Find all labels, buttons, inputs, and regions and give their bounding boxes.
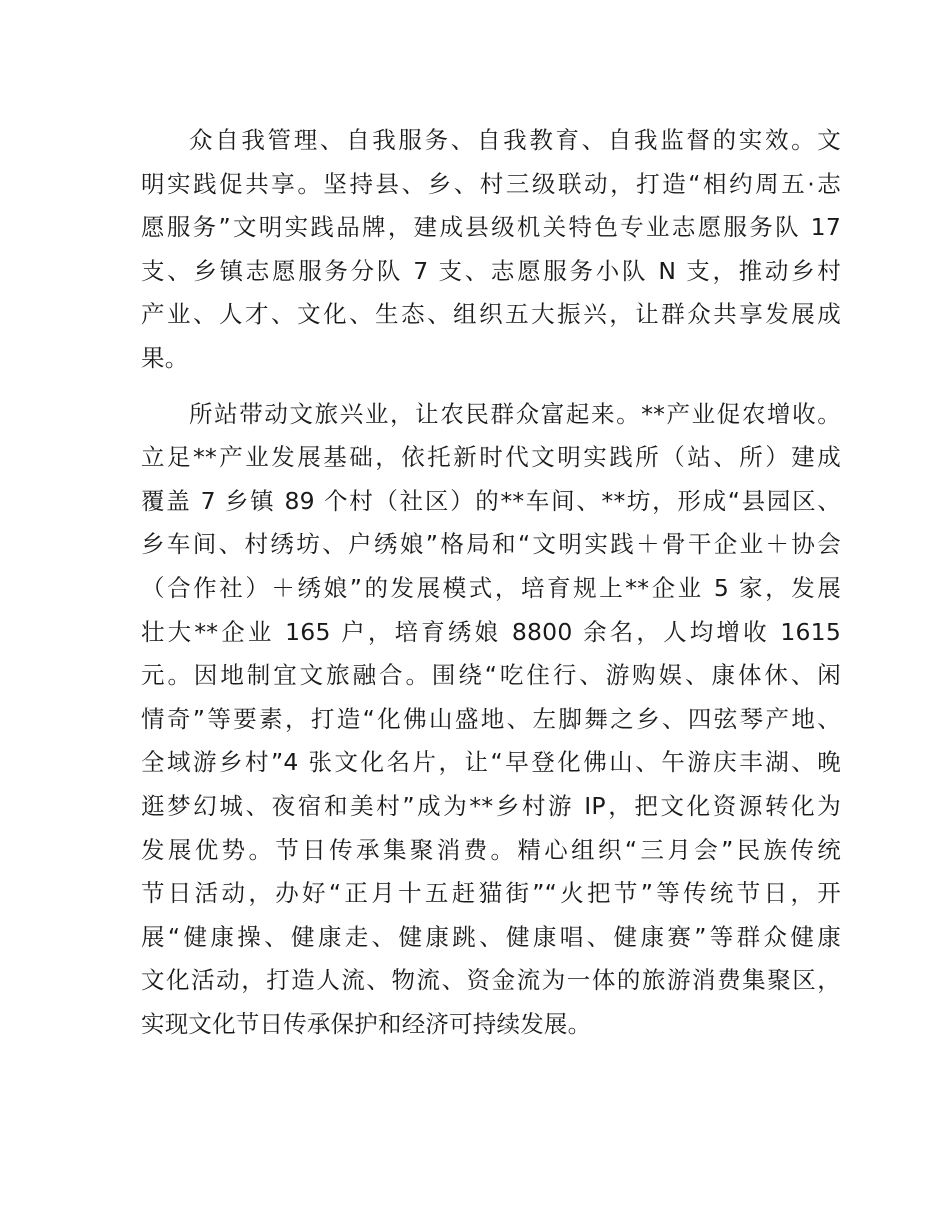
paragraph-1	[141, 119, 841, 381]
text-line: 实现文化节日传承保护和经济可持续发展。	[141, 1009, 592, 1038]
text-line: 情奇”等要素，打造“化佛山盛地、左脚舞之乡、四弦琴产地、	[141, 704, 841, 733]
text-line: 覆盖 7 乡镇 89 个村（社区）的**车间、**坊，形成“县园区、	[141, 486, 841, 515]
text-line: 乡车间、村绣坊、户绣娘”格局和“文明实践＋骨干企业＋协会	[141, 530, 841, 559]
paragraph-2	[141, 393, 841, 1047]
text-line: 展“健康操、健康走、健康跳、健康唱、健康赛”等群众健康	[141, 922, 841, 951]
text-line: 全域游乡村”4 张文化名片，让“早登化佛山、午游庆丰湖、晚	[141, 748, 841, 777]
text-line: 众自我管理、自我服务、自我教育、自我监督的实效。文	[189, 126, 841, 154]
text-line: 明实践促共享。坚持县、乡、村三级联动，打造“相约周五·志	[141, 169, 841, 198]
text-line: 文化活动，打造人流、物流、资金流为一体的旅游消费集聚区，	[141, 966, 841, 995]
text-line: 元。因地制宜文旅融合。围绕“吃住行、游购娱、康体休、闲	[141, 661, 841, 690]
text-line: 支、乡镇志愿服务分队 7 支、志愿服务小队 N 支，推动乡村	[141, 256, 841, 285]
text-line: （合作社）＋绣娘”的发展模式，培育规上**企业 5 家，发展	[141, 573, 841, 602]
text-line: 愿服务”文明实践品牌，建成县级机关特色专业志愿服务队 17	[141, 213, 841, 242]
document-body	[141, 119, 841, 1046]
text-line: 产业、人才、文化、生态、组织五大振兴，让群众共享发展成	[141, 300, 841, 329]
text-line: 果。	[141, 343, 189, 372]
text-line: 壮大**企业 165 户，培育绣娘 8800 余名，人均增收 1615	[141, 617, 841, 646]
text-line: 立足**产业发展基础，依托新时代文明实践所（站、所）建成	[141, 443, 841, 472]
text-line: 所站带动文旅兴业，让农民群众富起来。**产业促农增收。	[189, 399, 841, 428]
paragraph-spacer	[141, 381, 841, 393]
text-line: 节日活动，办好“正月十五赶猫街”“火把节”等传统节日，开	[141, 879, 841, 908]
text-line: 逛梦幻城、夜宿和美村”成为**乡村游 IP，把文化资源转化为	[141, 791, 841, 820]
text-line: 发展优势。节日传承集聚消费。精心组织“三月会”民族传统	[141, 835, 841, 864]
